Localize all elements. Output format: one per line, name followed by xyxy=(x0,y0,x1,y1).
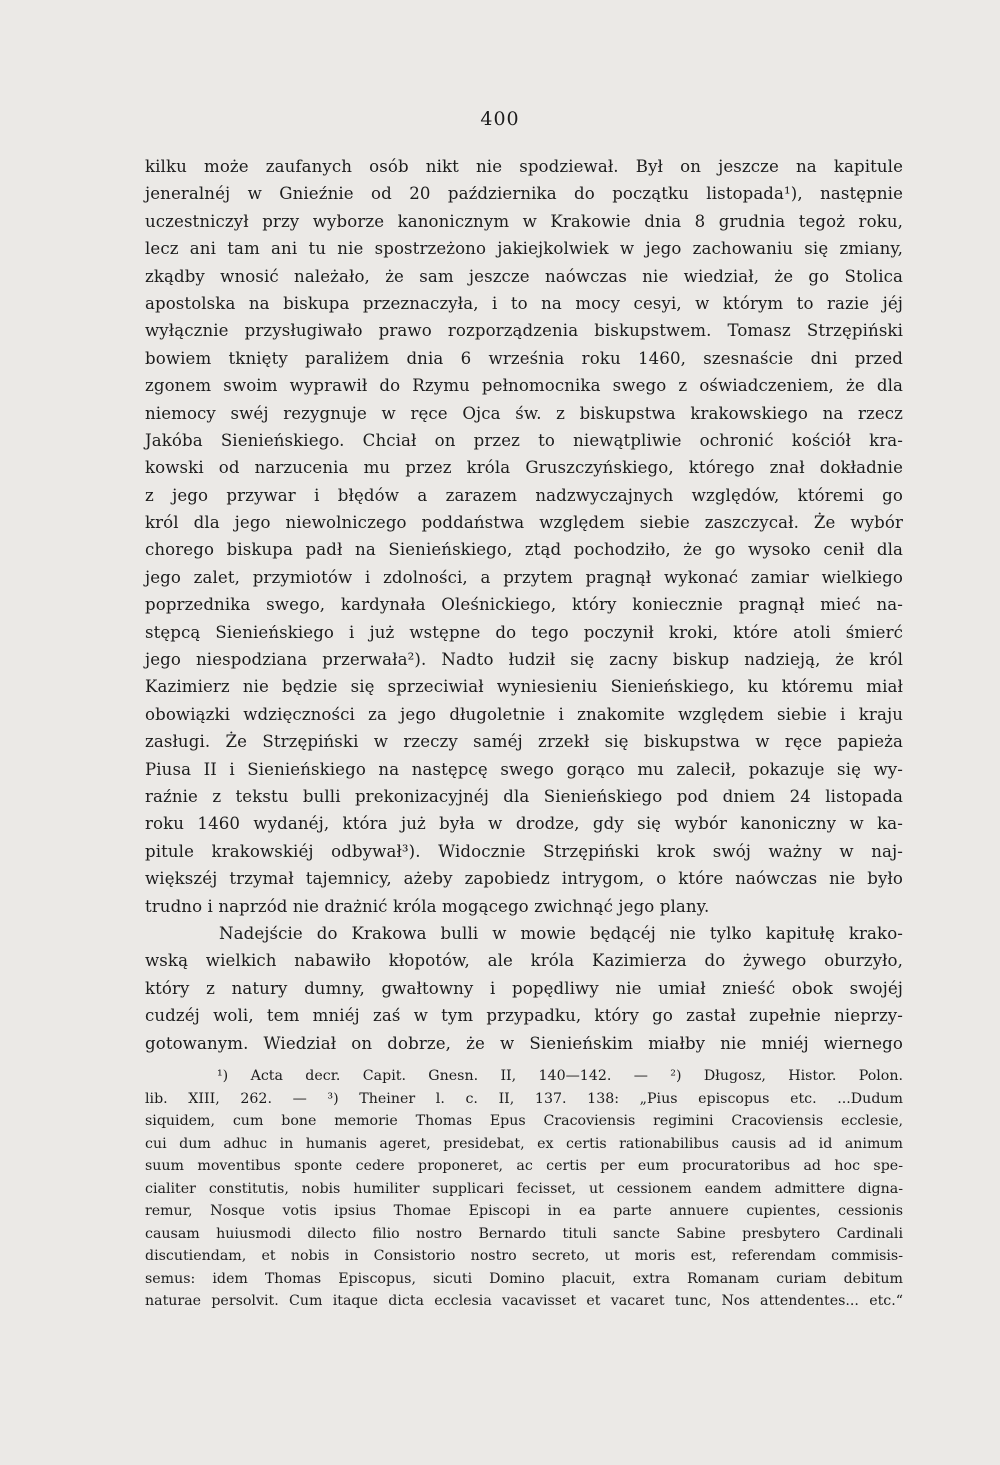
footnote-line: siquidem, cum bone memorie Thomas Epus Cracoviensis regimini Cracoviensis ecclesie, xyxy=(145,1113,903,1129)
text-line: jeneralnéj w Gnieźnie od 20 października do początku listopada¹), następnie xyxy=(145,184,903,204)
text-line: poprzednika swego, kardynała Oleśnickiego, który koniecznie pragnął mieć na- xyxy=(145,595,903,615)
text-line: stępcą Sienieńskiego i już wstępne do tego poczynił kroki, które atoli śmierć xyxy=(145,622,903,642)
text-line: jego zalet, przymiotów i zdolności, a przytem pragnął wykonać zamiar wielkiego xyxy=(145,567,903,587)
text-line: z jego przywar i błędów a zarazem nadzwyczajnych względów, któremi go xyxy=(145,485,903,505)
footnote-line: discutiendam, et nobis in Consistorio nostro secreto, ut moris est, referendam commisis- xyxy=(145,1248,903,1264)
paragraph-end-line: trudno i naprzód nie drażnić króla mogącego zwichnąć jego plany. xyxy=(145,896,710,916)
text-line: kilku może zaufanych osób nikt nie spodziewał. Był on jeszcze na kapitule xyxy=(145,157,903,176)
text-line: wyłącznie przysługiwało prawo rozporządzenia biskupstwem. Tomasz Strzępiński xyxy=(145,321,903,341)
text-line: pitule krakowskiéj odbywał³). Widocznie Strzępiński krok swój ważny w naj- xyxy=(145,841,903,861)
text-line: uczestniczył przy wyborze kanonicznym w Krakowie dnia 8 grudnia tegoż roku, xyxy=(145,211,903,231)
text-line: większéj trzymał tajemnicy, ażeby zapobiedz intrygom, o które naówczas nie było xyxy=(145,869,903,889)
text-line: cudzéj woli, tem mniéj zaś w tym przypadku, który go zastał zupełnie nieprzy- xyxy=(145,1006,903,1026)
page-number: 400 xyxy=(480,108,520,130)
footnote-line: causam huiusmodi dilecto filio nostro Bernardo tituli sancte Sabine presbytero Cardinali xyxy=(145,1225,903,1242)
footnotes-block xyxy=(145,1065,903,1313)
text-line: bowiem tknięty paraliżem dnia 6 września roku 1460, szesnaście dni przed xyxy=(145,348,903,368)
footnote-line: cialiter constitutis, nobis humiliter supplicari fecisset, ut cessionem eandem admittere digna- xyxy=(145,1180,903,1197)
footnote-line: naturae persolvit. Cum itaque dicta ecclesia vacavisset et vacaret tunc, Nos attendentes... etc.“ xyxy=(145,1293,903,1309)
text-line: roku 1460 wydanéj, która już była w drodze, gdy się wybór kanoniczny w ka- xyxy=(145,814,903,834)
text-line: jego niespodziana przerwała²). Nadto łudził się zacny biskup nadzieją, że król xyxy=(145,650,903,670)
text-line: zasługi. Że Strzępiński w rzeczy saméj zrzekł się biskupstwa w ręce papieża xyxy=(145,732,903,752)
text-line: zkądby wnosić należało, że sam jeszcze naówczas nie wiedział, że go Stolica xyxy=(145,266,903,286)
text-line: niemocy swéj rezygnuje w ręce Ojca św. z biskupstwa krakowskiego na rzecz xyxy=(145,403,903,423)
text-line: apostolska na biskupa przeznaczyła, i to na mocy cesyi, w którym to razie jéj xyxy=(145,293,903,313)
footnote-line: semus: idem Thomas Episcopus, sicuti Domino placuit, extra Romanam curiam debitum xyxy=(145,1270,903,1287)
paragraph-start-line: Nadejście do Krakowa bulli w mowie będącéj nie tylko kapitułę krako- xyxy=(219,923,903,943)
text-line: gotowanym. Wiedział on dobrze, że w Sienieńskim miałby nie mniéj wiernego xyxy=(145,1033,903,1053)
footnote-line: ¹) Acta decr. Capit. Gnesn. II, 140—142. — ²) Długosz, Histor. Polon. xyxy=(217,1068,903,1084)
text-line: raźnie z tekstu bulli prekonizacyjnéj dla Sienieńskiego pod dniem 24 listopada xyxy=(145,786,903,806)
text-line: Piusa II i Sienieńskiego na następcę swego gorąco mu zalecił, pokazuje się wy- xyxy=(145,759,903,779)
main-text-block xyxy=(145,153,903,1057)
footnote-line: remur, Nosque votis ipsius Thomae Episcopi in ea parte annuere cupientes, cessionis xyxy=(145,1203,903,1219)
footnote-line: cui dum adhuc in humanis ageret, presidebat, ex certis rationabilibus causis ad id animum xyxy=(145,1135,903,1152)
text-line: zgonem swoim wyprawił do Rzymu pełnomocnika swego z oświadczeniem, że dla xyxy=(145,376,903,396)
text-line: kowski od narzucenia mu przez króla Gruszczyńskiego, którego znał dokładnie xyxy=(145,458,903,478)
footnote-line: suum moventibus sponte cedere proponeret, ac certis per eum procuratoribus ad hoc spe- xyxy=(145,1158,903,1174)
text-line: wską wielkich nabawiło kłopotów, ale króla Kazimierza do żywego oburzyło, xyxy=(145,951,903,971)
text-line: lecz ani tam ani tu nie spostrzeżono jakiejkolwiek w jego zachowaniu się zmiany, xyxy=(145,239,903,259)
text-line: Kazimierz nie będzie się sprzeciwiał wyniesieniu Sienieńskiego, ku któremu miał xyxy=(145,677,903,697)
text-line: Jakóba Sienieńskiego. Chciał on przez to niewątpliwie ochronić kościół kra- xyxy=(145,430,903,450)
text-line: obowiązki wdzięczności za jego długoletnie i znakomite względem siebie i kraju xyxy=(145,704,903,724)
text-line: król dla jego niewolniczego poddaństwa względem siebie zaszczycał. Że wybór xyxy=(145,513,903,533)
footnote-line: lib. XIII, 262. — ³) Theiner l. c. II, 137. 138: „Pius episcopus etc. ...Dudum xyxy=(145,1090,903,1107)
text-line: chorego biskupa padł na Sienieńskiego, ztąd pochodziło, że go wysoko cenił dla xyxy=(145,540,903,560)
text-line: który z natury dumny, gwałtowny i popędliwy nie umiał znieść obok swojéj xyxy=(145,978,903,998)
